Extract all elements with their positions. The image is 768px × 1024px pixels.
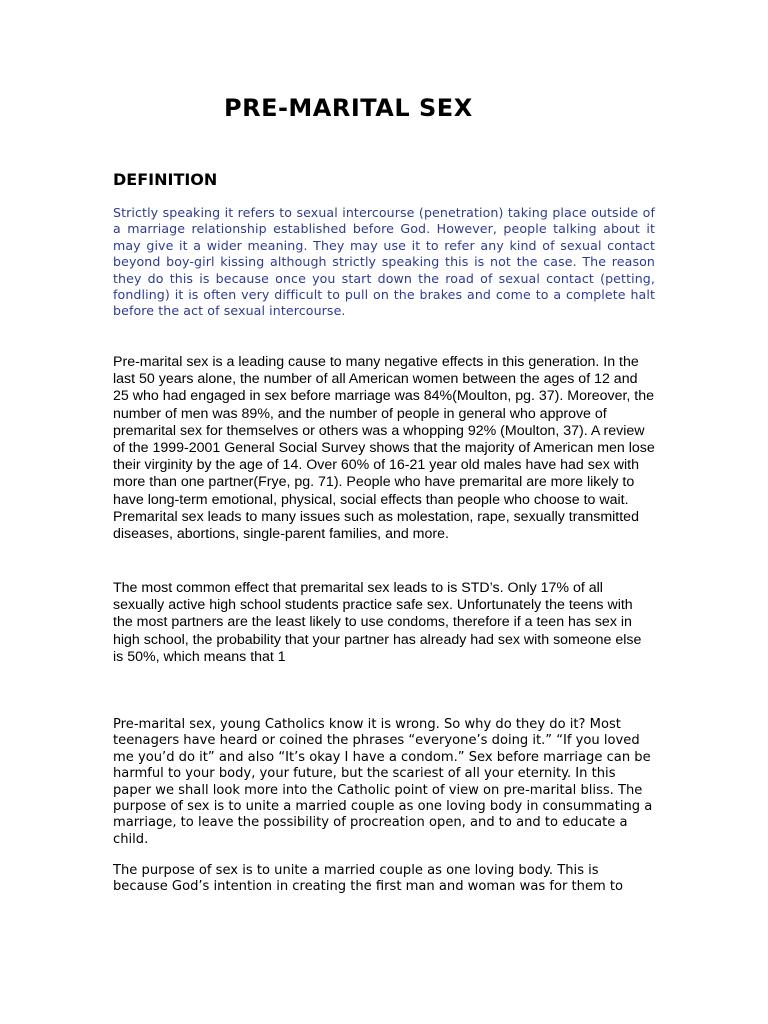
definition-heading: DEFINITION	[113, 170, 218, 189]
definition-paragraph: Strictly speaking it refers to sexual intercourse (penetration) taking place outside of a marriage relationship established before God. However, people talking about it may give it a wider meaning. They may use it to refer any kind of sexual contact beyond boy-girl kissing although strictly speaking this is not the case. The reason they do this is because once you start down the road of sexual contact (petting, fondling) it is often very difficult to pull on the brakes and come to a complete halt before the act of sexual intercourse.	[113, 205, 655, 319]
body-paragraph-1: Pre-marital sex is a leading cause to many negative effects in this generation. In the last 50 years alone, the number of all American women between the ages of 12 and 25 who had engaged in sex before marriage was 84%(Moulton, pg. 37). Moreover, the number of men was 89%, and the number of people in general who approve of premarital sex for themselves or others was a whopping 92% (Moulton, 37). A review of the 1999-2001 General Social Survey shows that the majority of American men lose their virginity by the age of 14. Over 60% of 16-21 year old males have had sex with more than one partner(Frye, pg. 71). People who have premarital are more likely to have long-term emotional, physical, social effects than people who choose to wait. Premarital sex leads to many issues such as molestation, rape, sexually transmitted diseases, abortions, single-parent families, and more.	[113, 354, 655, 543]
body-paragraph-3: Pre-marital sex, young Catholics know it is wrong. So why do they do it? Most teenagers have heard or coined the phrases “everyone’s doing it.” “If you loved me you’d do it” and also “It’s okay I have a condom.” Sex before marriage can be harmful to your body, your future, but the scariest of all your eternity. In this paper we shall look more into the Catholic point of view on pre-marital bliss. The purpose of sex is to unite a married couple as one loving body in consummating a marriage, to leave the possibility of procreation open, and to and to educate a child.	[113, 717, 653, 847]
body-paragraph-2: The most common effect that premarital sex leads to is STD’s. Only 17% of all sexually active high school students practice safe sex. Unfortunately the teens with the most partners are the least likely to use condoms, therefore if a teen has sex in high school, the probability that your partner has already had sex with someone else is 50%, which means that 1	[113, 580, 642, 665]
document-title: PRE-MARITAL SEX	[224, 94, 473, 122]
body-paragraph-4: The purpose of sex is to unite a married couple as one loving body. This is because God’s intention in creating the first man and woman was for them to	[113, 863, 624, 895]
